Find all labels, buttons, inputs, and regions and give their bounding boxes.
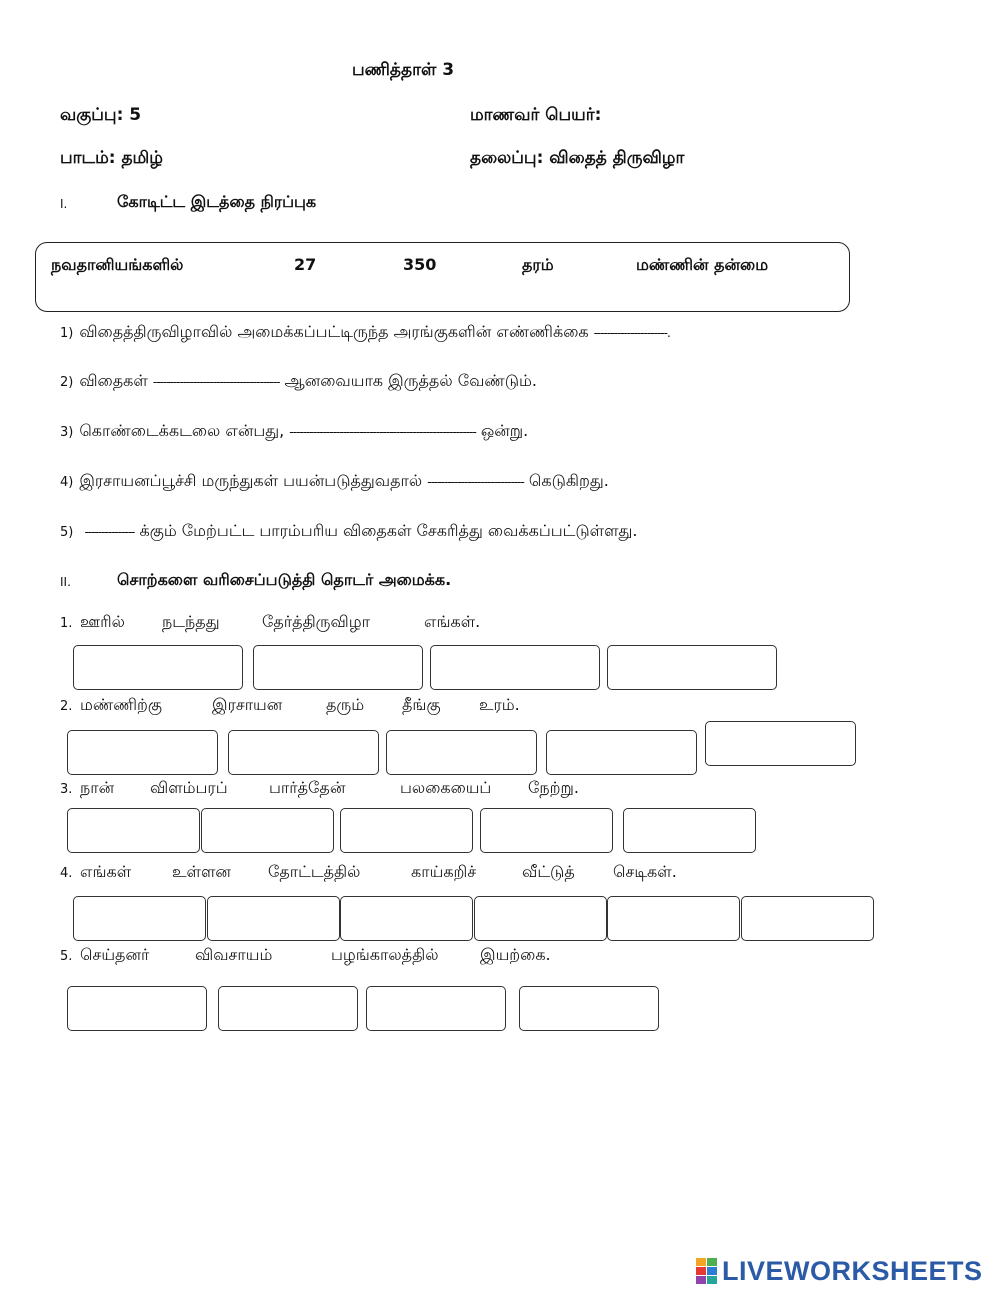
word-tile: செய்தனர் bbox=[80, 945, 150, 964]
word-tile: தீங்கு bbox=[402, 695, 441, 714]
question-text: இரசாயனப்பூச்சி மருந்துகள் பயன்படுத்துவதால் bbox=[79, 471, 423, 490]
word-tile: விளம்பரப் bbox=[150, 778, 228, 797]
liveworksheets-logo[interactable] bbox=[696, 1256, 983, 1286]
answer-box[interactable] bbox=[519, 986, 659, 1031]
word-bank-box bbox=[35, 242, 850, 312]
question-number: 2) bbox=[60, 375, 74, 390]
answer-box[interactable] bbox=[67, 808, 200, 853]
answer-box[interactable] bbox=[73, 645, 243, 690]
answer-box[interactable] bbox=[73, 896, 206, 941]
class-label: வகுப்பு: 5 bbox=[60, 105, 142, 125]
question-number: 5. bbox=[60, 949, 73, 964]
question-number: 1. bbox=[60, 616, 73, 631]
word-tile: மண்ணிற்கு bbox=[80, 695, 163, 714]
logo-text: LIVEWORKSHEETS bbox=[722, 1255, 983, 1286]
section1-title: கோடிட்ட இடத்தை நிரப்புக bbox=[117, 192, 317, 211]
word-tile: ஊரில் bbox=[80, 612, 125, 631]
answer-box[interactable] bbox=[218, 986, 358, 1031]
answer-blank[interactable]: --------------- bbox=[84, 525, 135, 539]
word-tile: இரசாயன bbox=[212, 695, 283, 714]
word-tile: பலகையைப் bbox=[400, 778, 492, 797]
word-tile: காய்கறிச் bbox=[411, 862, 477, 881]
fill-question bbox=[60, 521, 637, 542]
question-text-after: ஆனவையாக இருத்தல் வேண்டும். bbox=[284, 371, 537, 390]
answer-box[interactable] bbox=[228, 730, 379, 775]
word-tile: இயற்கை. bbox=[480, 945, 551, 964]
word-tile: நான் bbox=[80, 778, 115, 797]
word-tile: செடிகள். bbox=[613, 862, 677, 881]
question-text: கொண்டைக்கடலை என்பது, bbox=[79, 421, 285, 440]
answer-box[interactable] bbox=[67, 730, 218, 775]
answer-blank[interactable]: -------------------------------------------------------- bbox=[289, 425, 476, 439]
worksheet-title: பணித்தாள் 3 bbox=[352, 60, 455, 80]
answer-box[interactable] bbox=[705, 721, 856, 766]
section1-numeral: I. bbox=[60, 197, 68, 211]
section2-numeral: II. bbox=[60, 575, 71, 589]
word-tile: உள்ளன bbox=[172, 862, 231, 881]
logo-blocks-icon bbox=[696, 1258, 718, 1284]
question-number: 3) bbox=[60, 425, 74, 440]
question-text-after: கெடுகிறது. bbox=[528, 471, 609, 490]
answer-box[interactable] bbox=[474, 896, 607, 941]
question-text-after: ஒன்று. bbox=[480, 421, 529, 440]
word-tile: வீட்டுத் bbox=[522, 862, 575, 881]
question-number: 4. bbox=[60, 866, 73, 881]
question-text: விதைத்திருவிழாவில் அமைக்கப்பட்டிருந்த அரங்குகளின் எண்ணிக்கை bbox=[79, 322, 589, 341]
fill-question bbox=[60, 371, 537, 392]
student-name-label: மாணவர் பெயர்: bbox=[470, 105, 602, 125]
answer-box[interactable] bbox=[340, 808, 473, 853]
answer-blank[interactable]: -------------------------------------- bbox=[152, 375, 280, 389]
word-tile: நடந்தது bbox=[162, 612, 220, 631]
answer-box[interactable] bbox=[607, 896, 740, 941]
word-tile: பார்த்தேன் bbox=[269, 778, 346, 797]
word-tile: உரம். bbox=[479, 695, 520, 714]
answer-box[interactable] bbox=[67, 986, 207, 1031]
question-number: 2. bbox=[60, 699, 73, 714]
answer-blank[interactable]: ----------------------. bbox=[593, 326, 670, 340]
word-tile: நேற்று. bbox=[528, 778, 579, 797]
answer-box[interactable] bbox=[741, 896, 874, 941]
word-tile: எங்கள் bbox=[80, 862, 132, 881]
question-text-after: க்கும் மேற்பட்ட பாரம்பரிய விதைகள் சேகரித்து வைக்கப்பட்டுள்ளது. bbox=[139, 521, 638, 540]
answer-box[interactable] bbox=[201, 808, 334, 853]
answer-box[interactable] bbox=[546, 730, 697, 775]
question-number: 1) bbox=[60, 326, 74, 341]
question-number: 4) bbox=[60, 475, 74, 490]
question-number: 3. bbox=[60, 782, 73, 797]
word-tile: தரும் bbox=[326, 695, 365, 714]
answer-box[interactable] bbox=[430, 645, 600, 690]
fill-question bbox=[60, 322, 670, 343]
answer-box[interactable] bbox=[623, 808, 756, 853]
answer-box[interactable] bbox=[607, 645, 777, 690]
answer-box[interactable] bbox=[253, 645, 423, 690]
fill-question bbox=[60, 471, 609, 492]
question-number: 5) bbox=[60, 525, 74, 540]
answer-box[interactable] bbox=[340, 896, 473, 941]
question-text: விதைகள் bbox=[79, 371, 148, 390]
word-tile: தோட்டத்தில் bbox=[268, 862, 361, 881]
word-tile: விவசாயம் bbox=[195, 945, 273, 964]
topic-label: தலைப்பு: விதைத் திருவிழா bbox=[470, 148, 685, 168]
word-bank-item: 27 bbox=[294, 255, 317, 274]
answer-box[interactable] bbox=[386, 730, 537, 775]
answer-box[interactable] bbox=[366, 986, 506, 1031]
fill-question bbox=[60, 421, 528, 442]
subject-label: பாடம்: தமிழ் bbox=[60, 148, 163, 168]
answer-box[interactable] bbox=[480, 808, 613, 853]
word-tile: எங்கள். bbox=[424, 612, 481, 631]
word-bank-item: மண்ணின் தன்மை bbox=[636, 255, 769, 274]
answer-blank[interactable]: ----------------------------- bbox=[427, 475, 524, 489]
word-bank-item: நவதானியங்களில் bbox=[51, 255, 184, 274]
word-tile: பழங்காலத்தில் bbox=[331, 945, 439, 964]
word-tile: தேர்த்திருவிழா bbox=[262, 612, 370, 631]
section2-title: சொற்களை வரிசைப்படுத்தி தொடர் அமைக்க. bbox=[117, 570, 452, 589]
word-bank-item: தரம் bbox=[522, 255, 554, 274]
answer-box[interactable] bbox=[207, 896, 340, 941]
word-bank-item: 350 bbox=[403, 255, 437, 274]
